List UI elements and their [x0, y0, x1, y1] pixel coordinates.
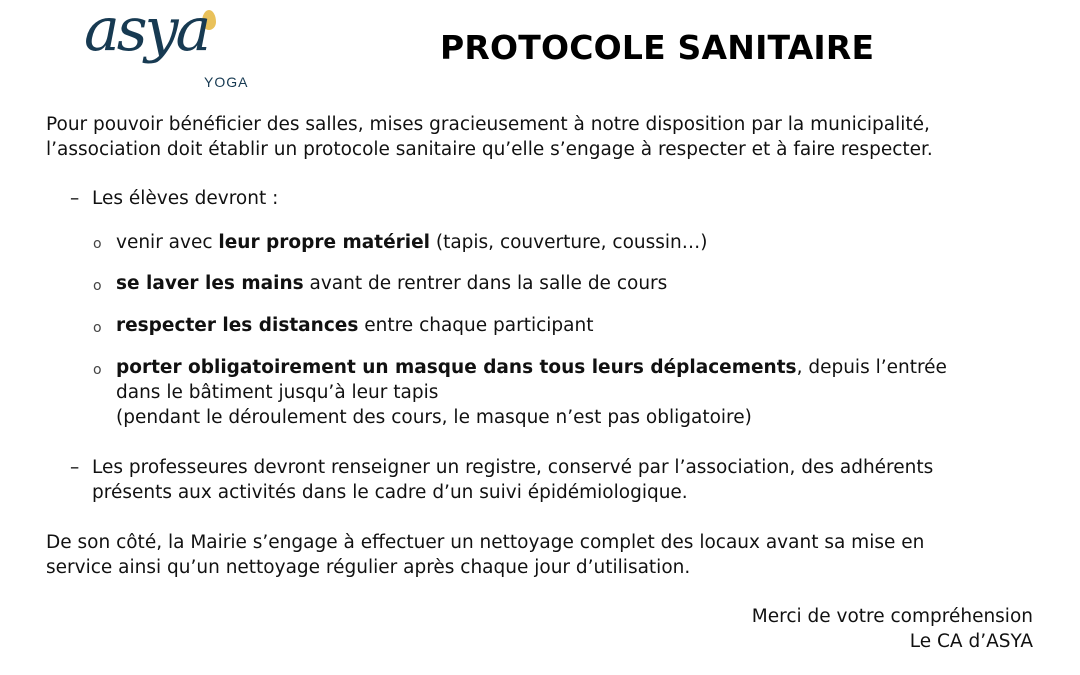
rule-4-line-2: dans le bâtiment jusqu’à leur tapis [116, 382, 439, 403]
rule-3-strong: respecter les distances [116, 315, 359, 336]
rule-1-post: (tapis, couverture, coussin…) [429, 232, 708, 253]
circle-bullet: o [93, 278, 102, 294]
rule-3 [116, 313, 593, 338]
rule-4-post: , depuis l’entrée [796, 357, 947, 378]
rule-1-pre: venir avec [116, 232, 219, 253]
teachers-line-2: présents aux activités dans le cadre d’un suivi épidémiologique. [92, 482, 688, 503]
intro-line-1: Pour pouvoir bénéficier des salles, mises gracieusement à notre disposition par la municipalité, [46, 114, 930, 135]
logo-word: asya [84, 0, 209, 65]
rule-1-strong: leur propre matériel [218, 232, 430, 253]
signature-thanks: Merci de votre compréhension [751, 606, 1033, 627]
rule-2 [116, 271, 667, 296]
page-title: PROTOCOLE SANITAIRE [440, 28, 875, 67]
teachers-line-1: Les professeures devront renseigner un registre, conservé par l’association, des adhérents [92, 457, 934, 478]
dash-bullet: – [70, 457, 80, 478]
signature-signer: Le CA d’ASYA [909, 631, 1033, 652]
mairie-line-2: service ainsi qu’un nettoyage régulier après chaque jour d’utilisation. [46, 557, 691, 578]
rule-4-strong: porter obligatoirement un masque dans tous leurs déplacements [116, 357, 797, 378]
rule-3-post: entre chaque participant [358, 315, 594, 336]
circle-bullet: o [93, 320, 102, 336]
rule-4 [116, 355, 947, 380]
dash-bullet: – [70, 188, 80, 209]
rule-1 [116, 230, 708, 255]
rule-4-line-3: (pendant le déroulement des cours, le masque n’est pas obligatoire) [116, 407, 752, 428]
intro-line-2: l’association doit établir un protocole sanitaire qu’elle s’engage à respecter et à faire respecter. [46, 139, 933, 160]
students-heading: Les élèves devront : [92, 188, 279, 209]
mairie-line-1: De son côté, la Mairie s’engage à effectuer un nettoyage complet des locaux avant sa mise en [46, 532, 925, 553]
logo-subtitle: YOGA [204, 74, 249, 90]
circle-bullet: o [93, 236, 102, 252]
rule-2-strong: se laver les mains [116, 273, 304, 294]
circle-bullet: o [93, 362, 102, 378]
asya-yoga-logo [84, 0, 274, 94]
rule-2-post: avant de rentrer dans la salle de cours [303, 273, 668, 294]
